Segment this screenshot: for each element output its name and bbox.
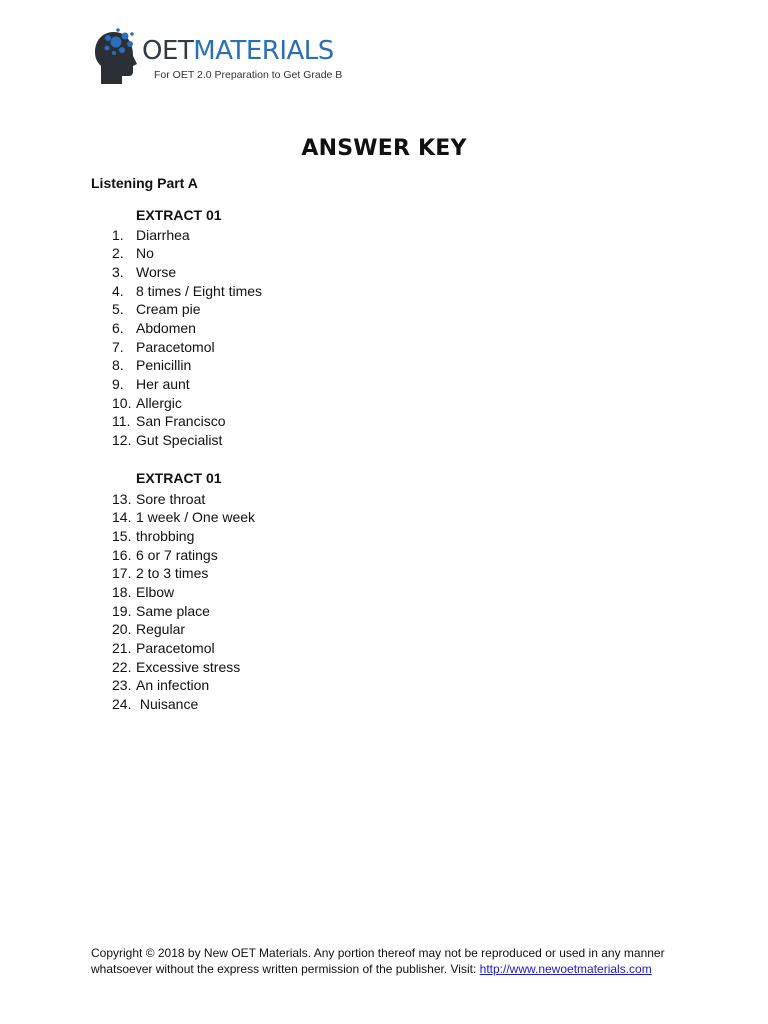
answer-number: 23. [112,677,132,694]
section-heading: Listening Part A [91,175,198,191]
answer-text: 8 times / Eight times [136,282,263,299]
answer-number: 13. [112,490,132,507]
answer-text: Nuisance [136,696,199,713]
answer-number: 9. [112,376,124,392]
answer-number: 8. [112,357,124,374]
answer-text: Sore throat [136,490,206,507]
logo-brand-name: OETMATERIALS [142,36,334,66]
answer-text: 1 week / One week [136,509,256,526]
answer-number: 15. [112,527,132,544]
answer-number: 17. [112,565,132,582]
extract-heading: EXTRACT 01 [136,470,222,486]
answer-number: 22. [112,658,132,675]
answer-text: An infection [136,677,210,694]
answer-number: 10. [112,394,132,411]
answer-number: 2. [112,245,124,262]
answer-text: Elbow [136,583,175,600]
answer-number: 3. [112,263,124,280]
answer-number: 18. [112,583,132,600]
copyright-text: Copyright © 2018 by New OET Materials. Any portion thereof may not be reproduced or used in any manner whatsoever without the express written permission of the publisher. Visit: [91,946,665,976]
answer-text: Abdomen [136,319,196,336]
answer-number: 24. [112,696,132,713]
answer-number: 1. [112,226,124,243]
answer-number: 4. [112,282,124,299]
answer-text: Same place [136,602,210,619]
answer-number: 19. [112,602,132,619]
answer-text: Excessive stress [136,658,241,675]
copyright-footer [91,946,711,977]
page-title: ANSWER KEY [301,136,467,161]
brand-logo [92,26,343,88]
answer-text: Allergic [136,394,182,411]
answer-number: 16. [112,546,132,563]
answer-number: 7. [112,338,124,355]
answer-number: 21. [112,640,132,656]
answer-number: 6. [112,319,124,336]
answer-text: 6 or 7 ratings [136,546,218,563]
answer-number: 12. [112,432,132,449]
answer-text: Her aunt [136,376,190,392]
answer-text: throbbing [136,527,195,544]
answer-text: 2 to 3 times [136,565,209,582]
logo-tagline: For OET 2.0 Preparation to Get Grade B [154,69,343,81]
answer-text: No [136,245,154,262]
extract-heading: EXTRACT 01 [136,207,222,223]
answer-number: 20. [112,621,132,638]
answer-text: Paracetomol [136,338,215,355]
answer-text: Gut Specialist [136,432,223,449]
answer-number: 5. [112,301,124,318]
answer-text: Regular [136,621,186,638]
answer-number: 11. [112,413,131,430]
answer-text: Diarrhea [136,226,190,243]
answer-text: Worse [136,263,177,280]
publisher-link[interactable]: http://www.newoetmaterials.com [479,961,652,976]
answer-text: Penicillin [136,357,192,374]
answer-number: 14. [112,509,132,526]
answer-text: Paracetomol [136,640,215,656]
answer-text: San Francisco [136,413,226,430]
answer-text: Cream pie [136,301,201,318]
